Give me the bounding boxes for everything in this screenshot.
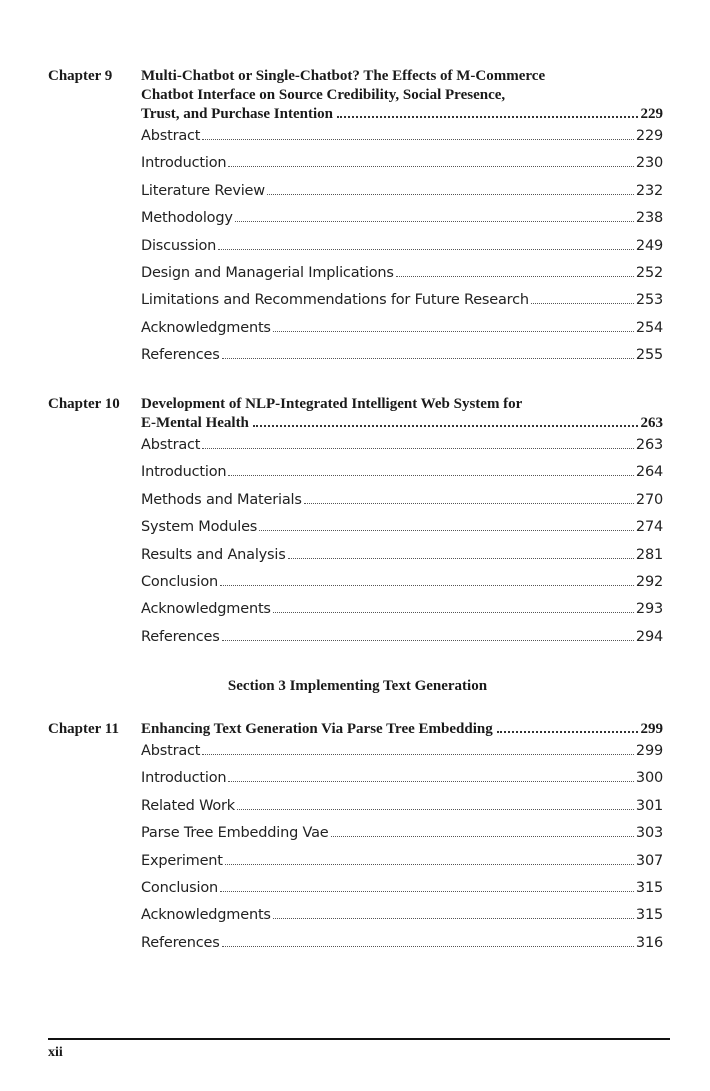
entry-title: Abstract — [141, 128, 201, 144]
toc-entry[interactable] — [141, 629, 663, 656]
dot-leader — [396, 276, 634, 277]
entry-page-number: 253 — [635, 292, 663, 309]
entry-title: Limitations and Recommendations for Future Research — [141, 292, 529, 309]
dot-leader — [304, 503, 634, 504]
toc-entry[interactable] — [141, 825, 663, 852]
toc-entry[interactable] — [141, 743, 663, 770]
entry-title: System Modules — [141, 519, 258, 536]
chapter-title-line: Multi-Chatbot or Single-Chatbot? The Effects of M-Commerce — [141, 68, 546, 84]
chapter-title[interactable] — [141, 67, 663, 124]
dot-leader — [497, 731, 638, 733]
entry-title: References — [141, 347, 220, 364]
entry-title: Literature Review — [141, 182, 265, 199]
page-folio: xii — [48, 1045, 63, 1060]
toc-entry[interactable] — [141, 574, 663, 601]
toc-entry[interactable] — [141, 320, 663, 347]
entry-title: Related Work — [141, 797, 235, 814]
entry-title: Conclusion — [141, 573, 219, 590]
toc-entry[interactable] — [141, 601, 663, 628]
toc-entry[interactable] — [141, 265, 663, 292]
entry-page-number: 252 — [635, 264, 663, 281]
toc-entry[interactable] — [141, 183, 663, 210]
chapter-title[interactable] — [141, 720, 663, 739]
chapter-label: Chapter 9 — [48, 68, 113, 84]
entry-title: Design and Managerial Implications — [141, 264, 394, 281]
dot-leader — [220, 891, 634, 892]
entry-title: Acknowledgments — [141, 907, 271, 924]
dot-leader — [222, 358, 634, 359]
entry-page-number: 303 — [635, 825, 663, 842]
dot-leader — [531, 303, 634, 304]
chapter-title-line: Enhancing Text Generation Via Parse Tree Embedding — [141, 721, 493, 737]
entry-title: Introduction — [141, 464, 227, 481]
toc-entry[interactable] — [141, 880, 663, 907]
chapter-title-line: E-Mental Health — [141, 415, 249, 431]
entry-page-number: 255 — [635, 347, 663, 364]
entry-page-number: 315 — [635, 907, 663, 924]
entry-title: Acknowledgments — [141, 319, 271, 336]
chapter-title-line: Chatbot Interface on Source Credibility, Social Presence, — [141, 87, 506, 103]
chapter-entries — [141, 743, 663, 962]
dot-leader — [218, 249, 634, 250]
entry-page-number: 249 — [635, 237, 663, 254]
chapter-title-line: Development of NLP-Integrated Intelligent Web System for — [141, 396, 523, 412]
section-heading[interactable]: Section 3 Implementing Text Generation — [227, 678, 488, 694]
toc-entry[interactable] — [141, 347, 663, 374]
entry-page-number: 230 — [635, 155, 663, 172]
entry-title: Methods and Materials — [141, 491, 302, 508]
entry-page-number: 292 — [635, 573, 663, 590]
toc-entry[interactable] — [141, 853, 663, 880]
entry-page-number: 307 — [635, 852, 663, 869]
entry-title: Parse Tree Embedding Vae — [141, 825, 329, 842]
entry-page-number: 264 — [635, 464, 663, 481]
entry-page-number: 232 — [635, 182, 663, 199]
entry-page-number: 300 — [635, 770, 663, 787]
entry-title: Conclusion — [141, 879, 219, 896]
dot-leader — [228, 166, 634, 167]
dot-leader — [273, 918, 634, 919]
entry-title: Introduction — [141, 155, 227, 172]
toc-entry[interactable] — [141, 547, 663, 574]
toc-entry[interactable] — [141, 492, 663, 519]
entry-title: Methodology — [141, 210, 233, 227]
dot-leader — [273, 612, 634, 613]
dot-leader — [225, 864, 634, 865]
dot-leader — [235, 221, 634, 222]
entry-page-number: 263 — [635, 437, 663, 453]
chapter-entries — [141, 437, 663, 656]
entry-title: Acknowledgments — [141, 601, 271, 618]
entry-title: Abstract — [141, 743, 201, 759]
dot-leader — [267, 194, 634, 195]
entry-page-number: 274 — [635, 519, 663, 536]
entry-page-number: 229 — [635, 128, 663, 144]
footer-rule — [48, 1038, 670, 1040]
entry-title: Discussion — [141, 237, 217, 254]
chapter-page-number: 263 — [640, 415, 663, 431]
dot-leader — [202, 448, 634, 449]
toc-entry[interactable] — [141, 907, 663, 934]
dot-leader — [202, 754, 634, 755]
dot-leader — [331, 836, 634, 837]
entry-title: References — [141, 934, 220, 951]
dot-leader — [273, 331, 634, 332]
dot-leader — [228, 475, 634, 476]
entry-page-number: 316 — [635, 934, 663, 951]
entry-page-number: 299 — [635, 743, 663, 759]
chapter-title-line: Trust, and Purchase Intention — [141, 106, 333, 122]
dot-leader — [202, 139, 634, 140]
toc-entry[interactable] — [141, 770, 663, 797]
dot-leader — [253, 425, 638, 427]
toc-entry[interactable] — [141, 437, 663, 464]
chapter-label: Chapter 10 — [48, 396, 120, 412]
entry-page-number: 254 — [635, 319, 663, 336]
dot-leader — [228, 781, 634, 782]
entry-page-number: 238 — [635, 210, 663, 227]
chapter-label: Chapter 11 — [48, 721, 119, 737]
toc-entry[interactable] — [141, 519, 663, 546]
entry-page-number: 270 — [635, 491, 663, 508]
entry-page-number: 294 — [635, 628, 663, 645]
dot-leader — [222, 640, 634, 641]
entry-title: Introduction — [141, 770, 227, 787]
dot-leader — [222, 946, 634, 947]
entry-page-number: 315 — [635, 879, 663, 896]
toc-entry[interactable] — [141, 238, 663, 265]
dot-leader — [237, 809, 634, 810]
toc-entry[interactable] — [141, 798, 663, 825]
chapter-title[interactable] — [141, 395, 663, 433]
entry-title: Abstract — [141, 437, 201, 453]
dot-leader — [259, 530, 634, 531]
entry-page-number: 301 — [635, 797, 663, 814]
toc-entry[interactable] — [141, 155, 663, 182]
toc-entry[interactable] — [141, 292, 663, 319]
dot-leader — [288, 558, 634, 559]
chapter-page-number: 299 — [640, 721, 663, 737]
entry-title: Experiment — [141, 852, 223, 869]
chapter-entries — [141, 128, 663, 375]
chapter-page-number: 229 — [640, 106, 663, 122]
entry-page-number: 281 — [635, 546, 663, 563]
dot-leader — [220, 585, 634, 586]
toc-entry[interactable] — [141, 935, 663, 962]
dot-leader — [337, 116, 638, 118]
toc-entry[interactable] — [141, 210, 663, 237]
toc-entry[interactable] — [141, 464, 663, 491]
toc-entry[interactable] — [141, 128, 663, 155]
entry-page-number: 293 — [635, 601, 663, 618]
entry-title: Results and Analysis — [141, 546, 286, 563]
entry-title: References — [141, 628, 220, 645]
